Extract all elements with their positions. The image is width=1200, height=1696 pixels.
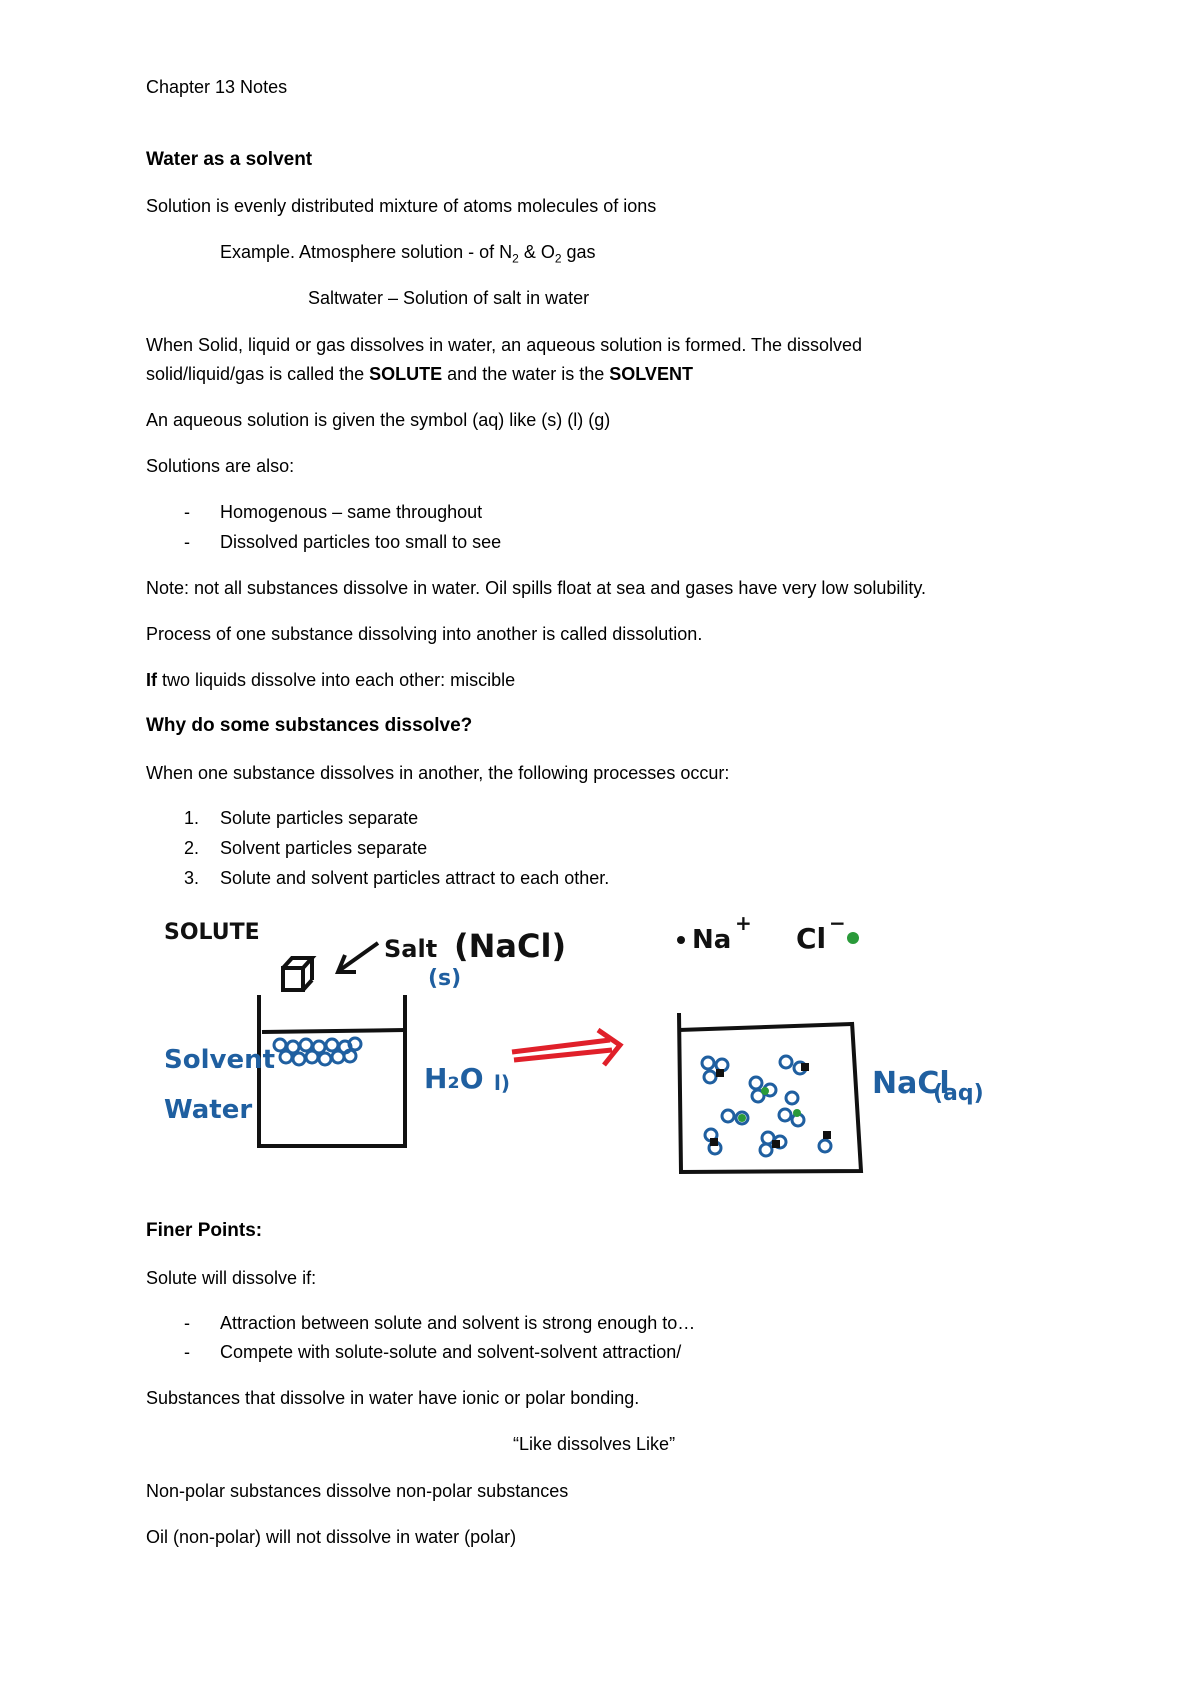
beaker-solvent-icon [259,995,405,1146]
subscript-o2: 2 [554,251,562,266]
bullet-dash: - [184,502,190,522]
ionic-polar-text: Substances that dissolve in water have ionic or polar bonding. [146,1388,640,1408]
example-mid: & O [518,242,555,262]
subscript-n2: 2 [512,251,519,266]
solute-particles-icon [274,1038,361,1065]
cl-charge: − [829,911,846,935]
step-text: Solute particles separate [220,808,419,828]
solvent-label: Solvent [164,1045,276,1075]
list-item [0,1340,1200,1364]
dissolve-if-text: Solute will dissolve if: [146,1268,317,1288]
bullet-dash: - [184,1313,190,1333]
chapter-title: Chapter 13 Notes [146,77,288,97]
na-charge: + [735,911,752,935]
like-dissolves-like-quote: “Like dissolves Like” [513,1434,676,1454]
solvent-term: SOLVENT [609,364,693,384]
bullet-text: Dissolved particles too small to see [220,532,502,552]
pointer-arrow-icon [338,943,378,972]
cl-label: Cl [796,922,827,955]
salt-cube-icon [283,958,312,990]
para-text: solid/liquid/gas is called the [146,364,370,384]
bullet-dash: - [184,532,190,552]
solution-definition: Solution is evenly distributed mixture of atoms molecules of ions [146,196,657,216]
reaction-arrow-icon [512,1030,620,1065]
step-text: Solvent particles separate [220,838,428,858]
note-text: Note: not all substances dissolve in water. Oil spills float at sea and gases have very low solubility. [146,578,927,598]
chloride-dot-icon [847,932,859,944]
salt-label: Salt [384,935,438,963]
state-solid-label: (s) [428,966,462,991]
processes-intro: When one substance dissolves in another, the following processes occur: [146,763,730,783]
aqueous-symbol-text: An aqueous solution is given the symbol (aq) like (s) (l) (g) [146,410,611,430]
miscible-if: If [146,670,157,690]
solutions-also-text: Solutions are also: [146,456,295,476]
step-number: 1. [184,808,200,828]
dissolution-text: Process of one substance dissolving into another is called dissolution. [146,624,703,644]
bullet-text: Compete with solute-solute and solvent-solvent attraction/ [220,1342,682,1362]
example-suffix: gas [561,242,596,262]
step-text: Solute and solvent particles attract to each other. [220,868,610,888]
nonpolar-text: Non-polar substances dissolve non-polar substances [146,1481,569,1501]
section-heading-water-solvent: Water as a solvent [146,149,313,170]
sodium-dot-icon [677,936,685,944]
example-prefix: Example. Atmosphere solution - of N [220,242,513,262]
h2o-label: H₂O [424,1062,484,1095]
water-label: Water [164,1095,253,1125]
example-saltwater: Saltwater – Solution of salt in water [308,288,590,308]
bullet-text: Attraction between solute and solvent is strong enough to… [220,1313,696,1333]
paragraph-dissolves-line1: When Solid, liquid or gas dissolves in water, an aqueous solution is formed. The dissolved [146,335,863,355]
bullet-text: Homogenous – same throughout [220,502,483,522]
step-number: 2. [184,838,200,858]
nacl-aq-label: NaCl [872,1066,950,1101]
oil-water-text: Oil (non-polar) will not dissolve in water (polar) [146,1527,517,1547]
aq-state-label: (aq) [933,1081,984,1106]
section-heading-why-dissolve: Why do some substances dissolve? [146,715,473,736]
na-label: Na [692,925,732,955]
state-liquid-label: l) [494,1071,510,1095]
dissolved-ions-icon [702,1056,831,1156]
solute-label: SOLUTE [164,920,260,945]
list-item [0,1311,1200,1335]
section-heading-finer-points: Finer Points: [146,1220,263,1241]
miscible-rest: two liquids dissolve into each other: miscible [157,670,516,690]
bullet-dash: - [184,1342,190,1362]
step-number: 3. [184,868,200,888]
nacl-label: (NaCl) [454,927,567,965]
solute-term: SOLUTE [369,364,443,384]
para-text-mid: and the water is the [442,364,610,384]
beaker-solution-icon [679,1013,861,1172]
